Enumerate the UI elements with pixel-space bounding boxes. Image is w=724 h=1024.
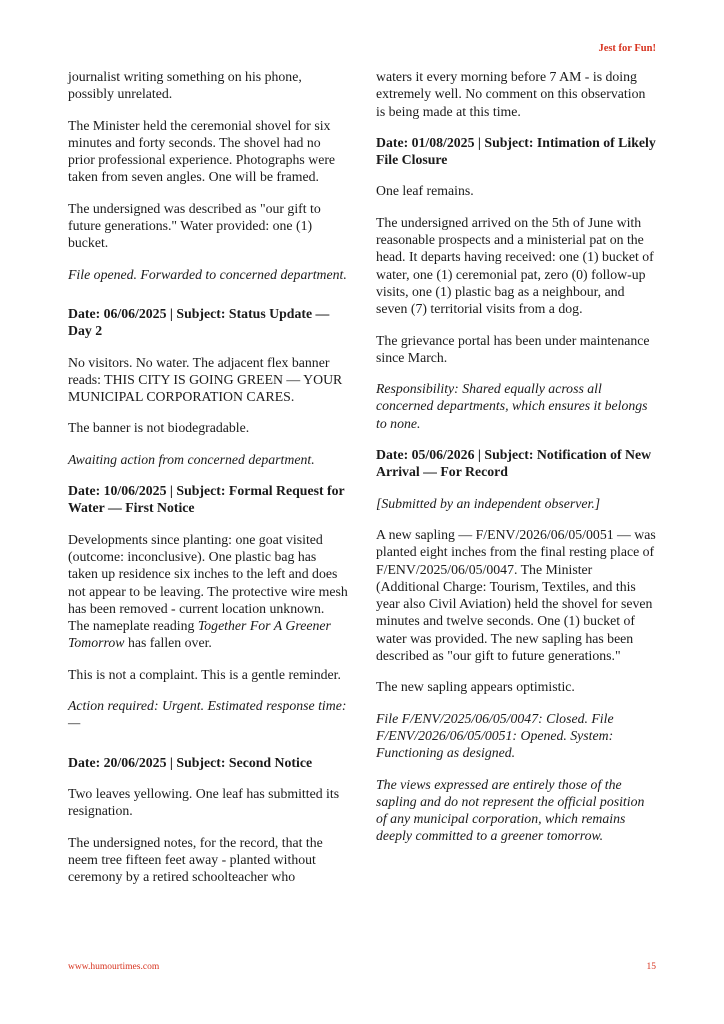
entry-heading: Date: 20/06/2025 | Subject: Second Notice: [68, 754, 313, 770]
footer-url: www.humourtimes.com: [68, 962, 160, 972]
paragraph: A new sapling — F/ENV/2026/06/05/0051 — was planted eight inches from the final resting place of F/ENV/2025/06/05/0047. The Minister (Additional Charge: Tourism, Textiles, and this year also Civil Aviation) held the shovel for seven minutes and twelve seconds. One (1) bucket of water was provided. The new sapling has been described as "our gift to future generations.": [376, 526, 656, 664]
italic-note: Responsibility: Shared equally across all concerned departments, which ensures it belongs to none.: [376, 381, 648, 431]
paragraph: The undersigned notes, for the record, that the neem tree fifteen feet away - planted without ceremony by a retired schoolteacher who: [68, 834, 323, 885]
paragraph-text: Developments since planting: one goat visited (outcome: inconclusive). One plastic bag has taken up residence six inches to the left and does not appear to be leaving. The protective wire mesh has been removed - current location unknown. The nameplate reading: [68, 531, 348, 634]
italic-note: [Submitted by an independent observer.]: [376, 495, 601, 511]
paragraph: Two leaves yellowing. One leaf has submitted its resignation.: [68, 785, 340, 819]
right-column: [376, 68, 656, 859]
paragraph: [68, 531, 348, 652]
disclaimer-note: The views expressed are entirely those of the sapling and do not represent the official position of any municipal corporation, which remains deeply committed to a greener tomorrow.: [376, 776, 645, 844]
paragraph: waters it every morning before 7 AM - is doing extremely well. No comment on this observation is being made at this time.: [376, 69, 646, 119]
paragraph: This is not a complaint. This is a gentle reminder.: [68, 666, 341, 682]
entry-heading: Date: 10/06/2025 | Subject: Formal Request for Water — First Notice: [68, 483, 345, 516]
italic-note: Awaiting action from concerned department.: [68, 451, 315, 467]
paragraph: The undersigned arrived on the 5th of June with reasonable prospects and a ministerial pat on the head. It departs having received: one (1) bucket of water, one (1) ceremonial pat, zero (0) follow-up visits, one (1) plastic bag as a neighbour, and seven (7) territorial visits from a dog.: [376, 214, 654, 317]
italic-note: File opened. Forwarded to concerned department.: [68, 266, 347, 282]
paragraph: The Minister held the ceremonial shovel for six minutes and forty seconds. The shovel had no prior professional experience. Photographs were taken from seven angles. One will be framed.: [68, 117, 336, 185]
page-number: 15: [646, 962, 656, 972]
paragraph: journalist writing something on his phone, possibly unrelated.: [68, 69, 302, 102]
italic-note: File F/ENV/2025/06/05/0047: Closed. File F/ENV/2026/06/05/0051: Opened. System: Functioning as designed.: [376, 710, 614, 761]
paragraph: The undersigned was described as "our gift to future generations." Water provided: one (1) bucket.: [68, 200, 321, 251]
paragraph: One leaf remains.: [376, 183, 474, 199]
paragraph: The new sapling appears optimistic.: [376, 679, 575, 695]
entry-heading: Date: 06/06/2025 | Subject: Status Update — Day 2: [68, 305, 330, 339]
section-tag: Jest for Fun!: [598, 43, 656, 54]
entry-heading: Date: 01/08/2025 | Subject: Intimation of Likely File Closure: [376, 134, 656, 168]
paragraph: No visitors. No water. The adjacent flex banner reads: THIS CITY IS GOING GREEN — YOUR MUNICIPAL CORPORATION CARES.: [68, 354, 343, 405]
left-column: [68, 68, 348, 899]
nameplate-text: Together For A Greener Tomorrow: [68, 618, 331, 651]
paragraph: The grievance portal has been under maintenance since March.: [376, 332, 650, 365]
paragraph-text: has fallen over.: [124, 635, 212, 651]
italic-note: Action required: Urgent. Estimated response time: —: [68, 698, 347, 731]
paragraph: The banner is not biodegradable.: [68, 420, 250, 436]
entry-heading: Date: 05/06/2026 | Subject: Notification of New Arrival — For Record: [376, 447, 652, 480]
